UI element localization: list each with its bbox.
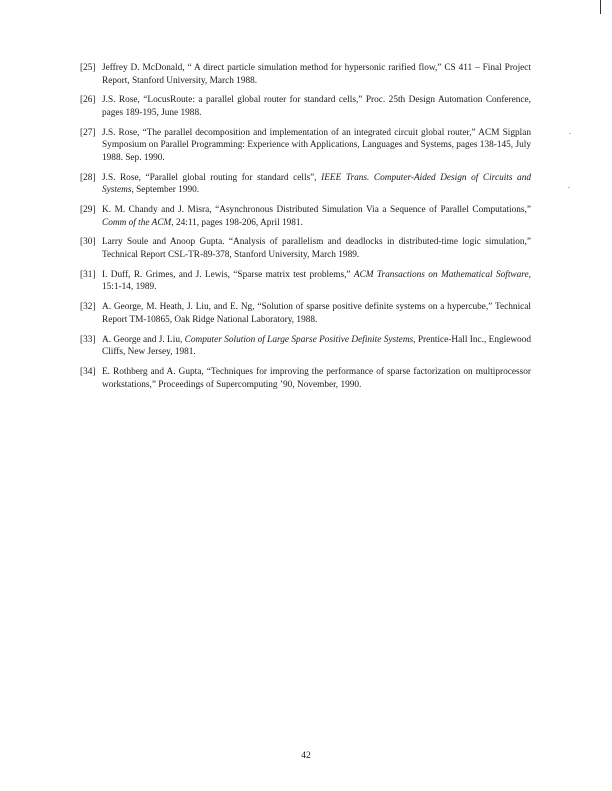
reference-item	[80, 301, 531, 326]
reference-segment: J.S. Rose, “LocusRoute: a parallel global router for standard cells,” Proc. 25th Design Automation Conference, pages 189-195, June 1988.	[102, 95, 531, 118]
reference-number: [29]	[80, 205, 96, 216]
reference-item	[80, 62, 531, 87]
reference-number: [25]	[80, 63, 96, 73]
reference-segment: E. Rothberg and A. Gupta, “Techniques for improving the performance of sparse factorization on multiprocessor workstations,” Proceedings of Supercomputing ’90, November, 1990.	[102, 366, 531, 390]
reference-number: [26]	[80, 95, 96, 106]
reference-number: [33]	[80, 334, 96, 345]
reference-item	[80, 94, 531, 119]
scan-speck	[568, 187, 570, 188]
reference-segment: I. Duff, R. Grimes, and J. Lewis, “Sparse matrix test problems,”	[102, 269, 354, 280]
reference-item	[80, 366, 531, 391]
reference-item	[80, 127, 531, 165]
reference-segment: J.S. Rose, “Parallel global routing for standard cells”,	[102, 172, 322, 183]
reference-segment: , 15:1-14, 1989.	[102, 269, 531, 293]
reference-italic-segment: Computer Solution of Large Sparse Positive Definite Systems	[184, 334, 414, 345]
page-number: 42	[301, 751, 311, 761]
reference-number: [28]	[80, 172, 96, 183]
reference-item	[80, 269, 531, 294]
reference-segment: , 24:11, pages 198-206, April 1981.	[171, 217, 303, 228]
reference-number: [27]	[80, 127, 96, 138]
reference-segment: A. George, M. Heath, J. Liu, and E. Ng, “Solution of sparse positive definite systems on a hypercube,” Technical Report TM-10865, Oak Ridge National Laboratory, 1988.	[102, 302, 531, 325]
reference-text	[102, 204, 531, 229]
reference-segment: Jeffrey D. McDonald, “ A direct particle simulation method for hypersonic rarified flow,” CS 411 – Final Project Report, Stanford University, March 1988.	[102, 63, 531, 86]
reference-number: [32]	[80, 302, 96, 313]
reference-number: [34]	[80, 366, 96, 377]
reference-text	[102, 366, 531, 391]
reference-item	[80, 172, 531, 197]
reference-italic-segment: ACM Transactions on Mathematical Software	[353, 269, 529, 280]
reference-item	[80, 334, 531, 359]
reference-text	[102, 301, 531, 326]
reference-text	[102, 172, 531, 197]
reference-text	[102, 334, 531, 359]
reference-text	[102, 236, 531, 261]
reference-segment: K. M. Chandy and J. Misra, “Asynchronous Distributed Simulation Via a Sequence of Parallel Computations,”	[102, 205, 531, 216]
reference-segment: A. George and J. Liu,	[102, 334, 185, 345]
reference-number: [31]	[80, 269, 96, 280]
reference-text	[102, 127, 531, 165]
page-edge-mark	[600, 0, 601, 14]
reference-segment: J.S. Rose, “The parallel decomposition and implementation of an integrated circuit global router,” ACM Sigplan Symposium on Parallel Programming: Experience with Applications, Languages and Systems, pages 138-145, July 1988. Sep. 1990.	[102, 127, 531, 163]
reference-segment: , September 1990.	[131, 185, 200, 196]
reference-text	[102, 62, 531, 87]
reference-segment: Larry Soule and Anoop Gupta. “Analysis of parallelism and deadlocks in distributed-time logic simulation,” Technical Report CSL-TR-89-378, Stanford University, March 1989.	[102, 237, 531, 261]
reference-number: [30]	[80, 237, 96, 248]
reference-italic-segment: IEEE Trans. Computer-Aided Design of Circuits and Systems	[102, 172, 531, 196]
reference-italic-segment: Comm of the ACM	[102, 217, 172, 228]
reference-text	[102, 94, 531, 119]
scan-speck	[569, 133, 571, 134]
reference-item	[80, 236, 531, 261]
reference-segment: , Prentice-Hall Inc., Englewood Cliffs, New Jersey, 1981.	[102, 334, 532, 358]
reference-item	[80, 204, 531, 229]
reference-text	[102, 269, 531, 294]
reference-list	[80, 62, 531, 398]
